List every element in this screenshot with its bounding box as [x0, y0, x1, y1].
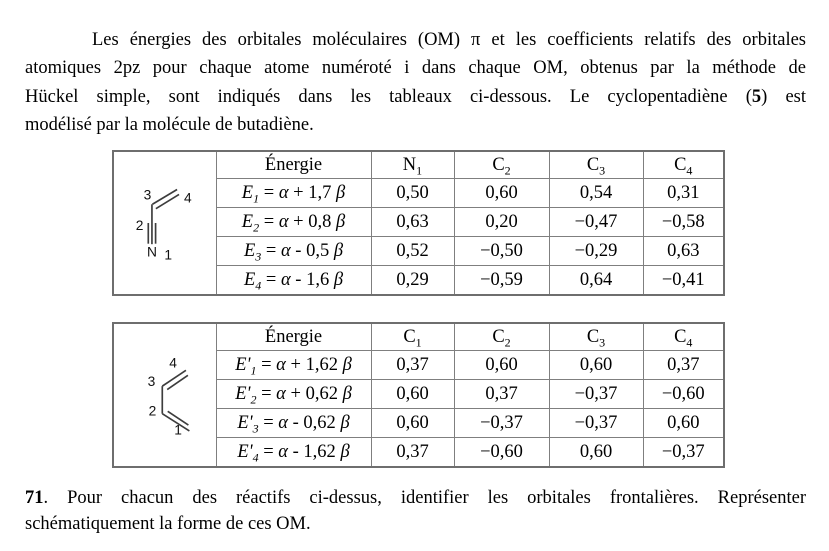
- energy-cell: $E_1 = \alpha + 1,7$ β: [216, 179, 371, 208]
- atom-label-3: 3: [147, 374, 156, 390]
- header-C4: $C_4$: [643, 151, 724, 179]
- energy-cell: $E'_2 = \alpha + 0,62$ β: [216, 380, 371, 409]
- energy-cell: $E_3 = \alpha - 0,5$ β: [216, 237, 371, 266]
- coef-cell: 0,37: [643, 351, 724, 380]
- atom-label-1: 1: [164, 247, 173, 263]
- double-bond-line: [167, 375, 188, 389]
- question-paragraph: [25, 488, 806, 542]
- double-bond-line: [152, 189, 177, 204]
- coef-cell: 0,37: [371, 351, 454, 380]
- huckel-table-acrylonitrile: [112, 150, 725, 296]
- coef-cell: 0,60: [371, 409, 454, 438]
- coef-cell: 0,54: [549, 179, 643, 208]
- atom-label-2: 2: [135, 217, 144, 233]
- coef-cell: 0,64: [549, 266, 643, 296]
- atom-label-2: 2: [148, 403, 157, 419]
- coef-cell: 0,60: [549, 351, 643, 380]
- coef-cell: 0,60: [549, 438, 643, 468]
- coef-cell: −0,60: [454, 438, 549, 468]
- coef-cell: 0,50: [371, 179, 454, 208]
- header-C3: $C_3$: [549, 151, 643, 179]
- coef-cell: 0,31: [643, 179, 724, 208]
- coef-cell: 0,60: [454, 179, 549, 208]
- atom-label-N: N: [146, 244, 157, 260]
- atom-label-4: 4: [184, 190, 192, 206]
- atom-label-1: 1: [174, 422, 182, 438]
- coef-cell: 0,63: [371, 208, 454, 237]
- energy-cell: $E'_1 = \alpha + 1,62$ β: [216, 351, 371, 380]
- coef-cell: −0,59: [454, 266, 549, 296]
- butadiene-structure-icon: [114, 324, 216, 466]
- header-energie: Énergie: [216, 151, 371, 179]
- coef-cell: −0,37: [643, 438, 724, 468]
- coef-cell: −0,58: [643, 208, 724, 237]
- coef-cell: 0,52: [371, 237, 454, 266]
- coef-cell: 0,60: [454, 351, 549, 380]
- coef-cell: 0,37: [454, 380, 549, 409]
- coef-cell: −0,37: [549, 380, 643, 409]
- header-C2: $C_2$: [454, 151, 549, 179]
- header-C1: $C_1$: [371, 323, 454, 351]
- coef-cell: 0,20: [454, 208, 549, 237]
- coef-cell: −0,50: [454, 237, 549, 266]
- energy-cell: $E'_4 = \alpha - 1,62$ β: [216, 438, 371, 468]
- coef-cell: −0,37: [549, 409, 643, 438]
- coef-cell: −0,41: [643, 266, 724, 296]
- coef-cell: −0,29: [549, 237, 643, 266]
- energy-cell: $E'_3 = \alpha - 0,62$ β: [216, 409, 371, 438]
- intro-line-3: Hückel simple, sont indiqués dans les tableaux ci-dessous. Le cyclopentadiène (5) est: [25, 86, 806, 107]
- coef-cell: −0,37: [454, 409, 549, 438]
- huckel-table-butadiene: [112, 322, 725, 468]
- acrylonitrile-structure-icon: [114, 152, 216, 294]
- question-line-2: schématiquement la forme de ces OM.: [25, 513, 311, 534]
- atom-label-4: 4: [169, 355, 177, 371]
- energy-cell: $E_4 = \alpha - 1,6$ β: [216, 266, 371, 296]
- intro-line-2: atomiques 2pz pour chaque atome numéroté i dans chaque OM, obtenus par la méthode de: [25, 58, 806, 79]
- intro-line-4: modélisé par la molécule de butadiène.: [25, 115, 314, 136]
- coef-cell: −0,47: [549, 208, 643, 237]
- question-line-1: 71. Pour chacun des réactifs ci-dessus, identifier les orbitales frontalières. Représenter: [25, 488, 806, 508]
- header-energie: Énergie: [216, 323, 371, 351]
- header-C2: $C_2$: [454, 323, 549, 351]
- molecule-drawing-acrylonitrile: [113, 151, 216, 295]
- header-C4: $C_4$: [643, 323, 724, 351]
- coef-cell: 0,60: [371, 380, 454, 409]
- molecule-drawing-butadiene: [113, 323, 216, 467]
- coef-cell: 0,63: [643, 237, 724, 266]
- intro-paragraph: [25, 30, 806, 144]
- header-N1: $N_1$: [371, 151, 454, 179]
- header-C3: $C_3$: [549, 323, 643, 351]
- intro-line-1: Les énergies des orbitales moléculaires (OM) π et les coefficients relatifs des orbitales: [92, 30, 806, 50]
- coef-cell: 0,29: [371, 266, 454, 296]
- atom-label-3: 3: [143, 187, 152, 203]
- coef-cell: 0,37: [371, 438, 454, 468]
- coef-cell: 0,60: [643, 409, 724, 438]
- energy-cell: $E_2 = \alpha + 0,8$ β: [216, 208, 371, 237]
- coef-cell: −0,60: [643, 380, 724, 409]
- double-bond-line: [156, 194, 179, 208]
